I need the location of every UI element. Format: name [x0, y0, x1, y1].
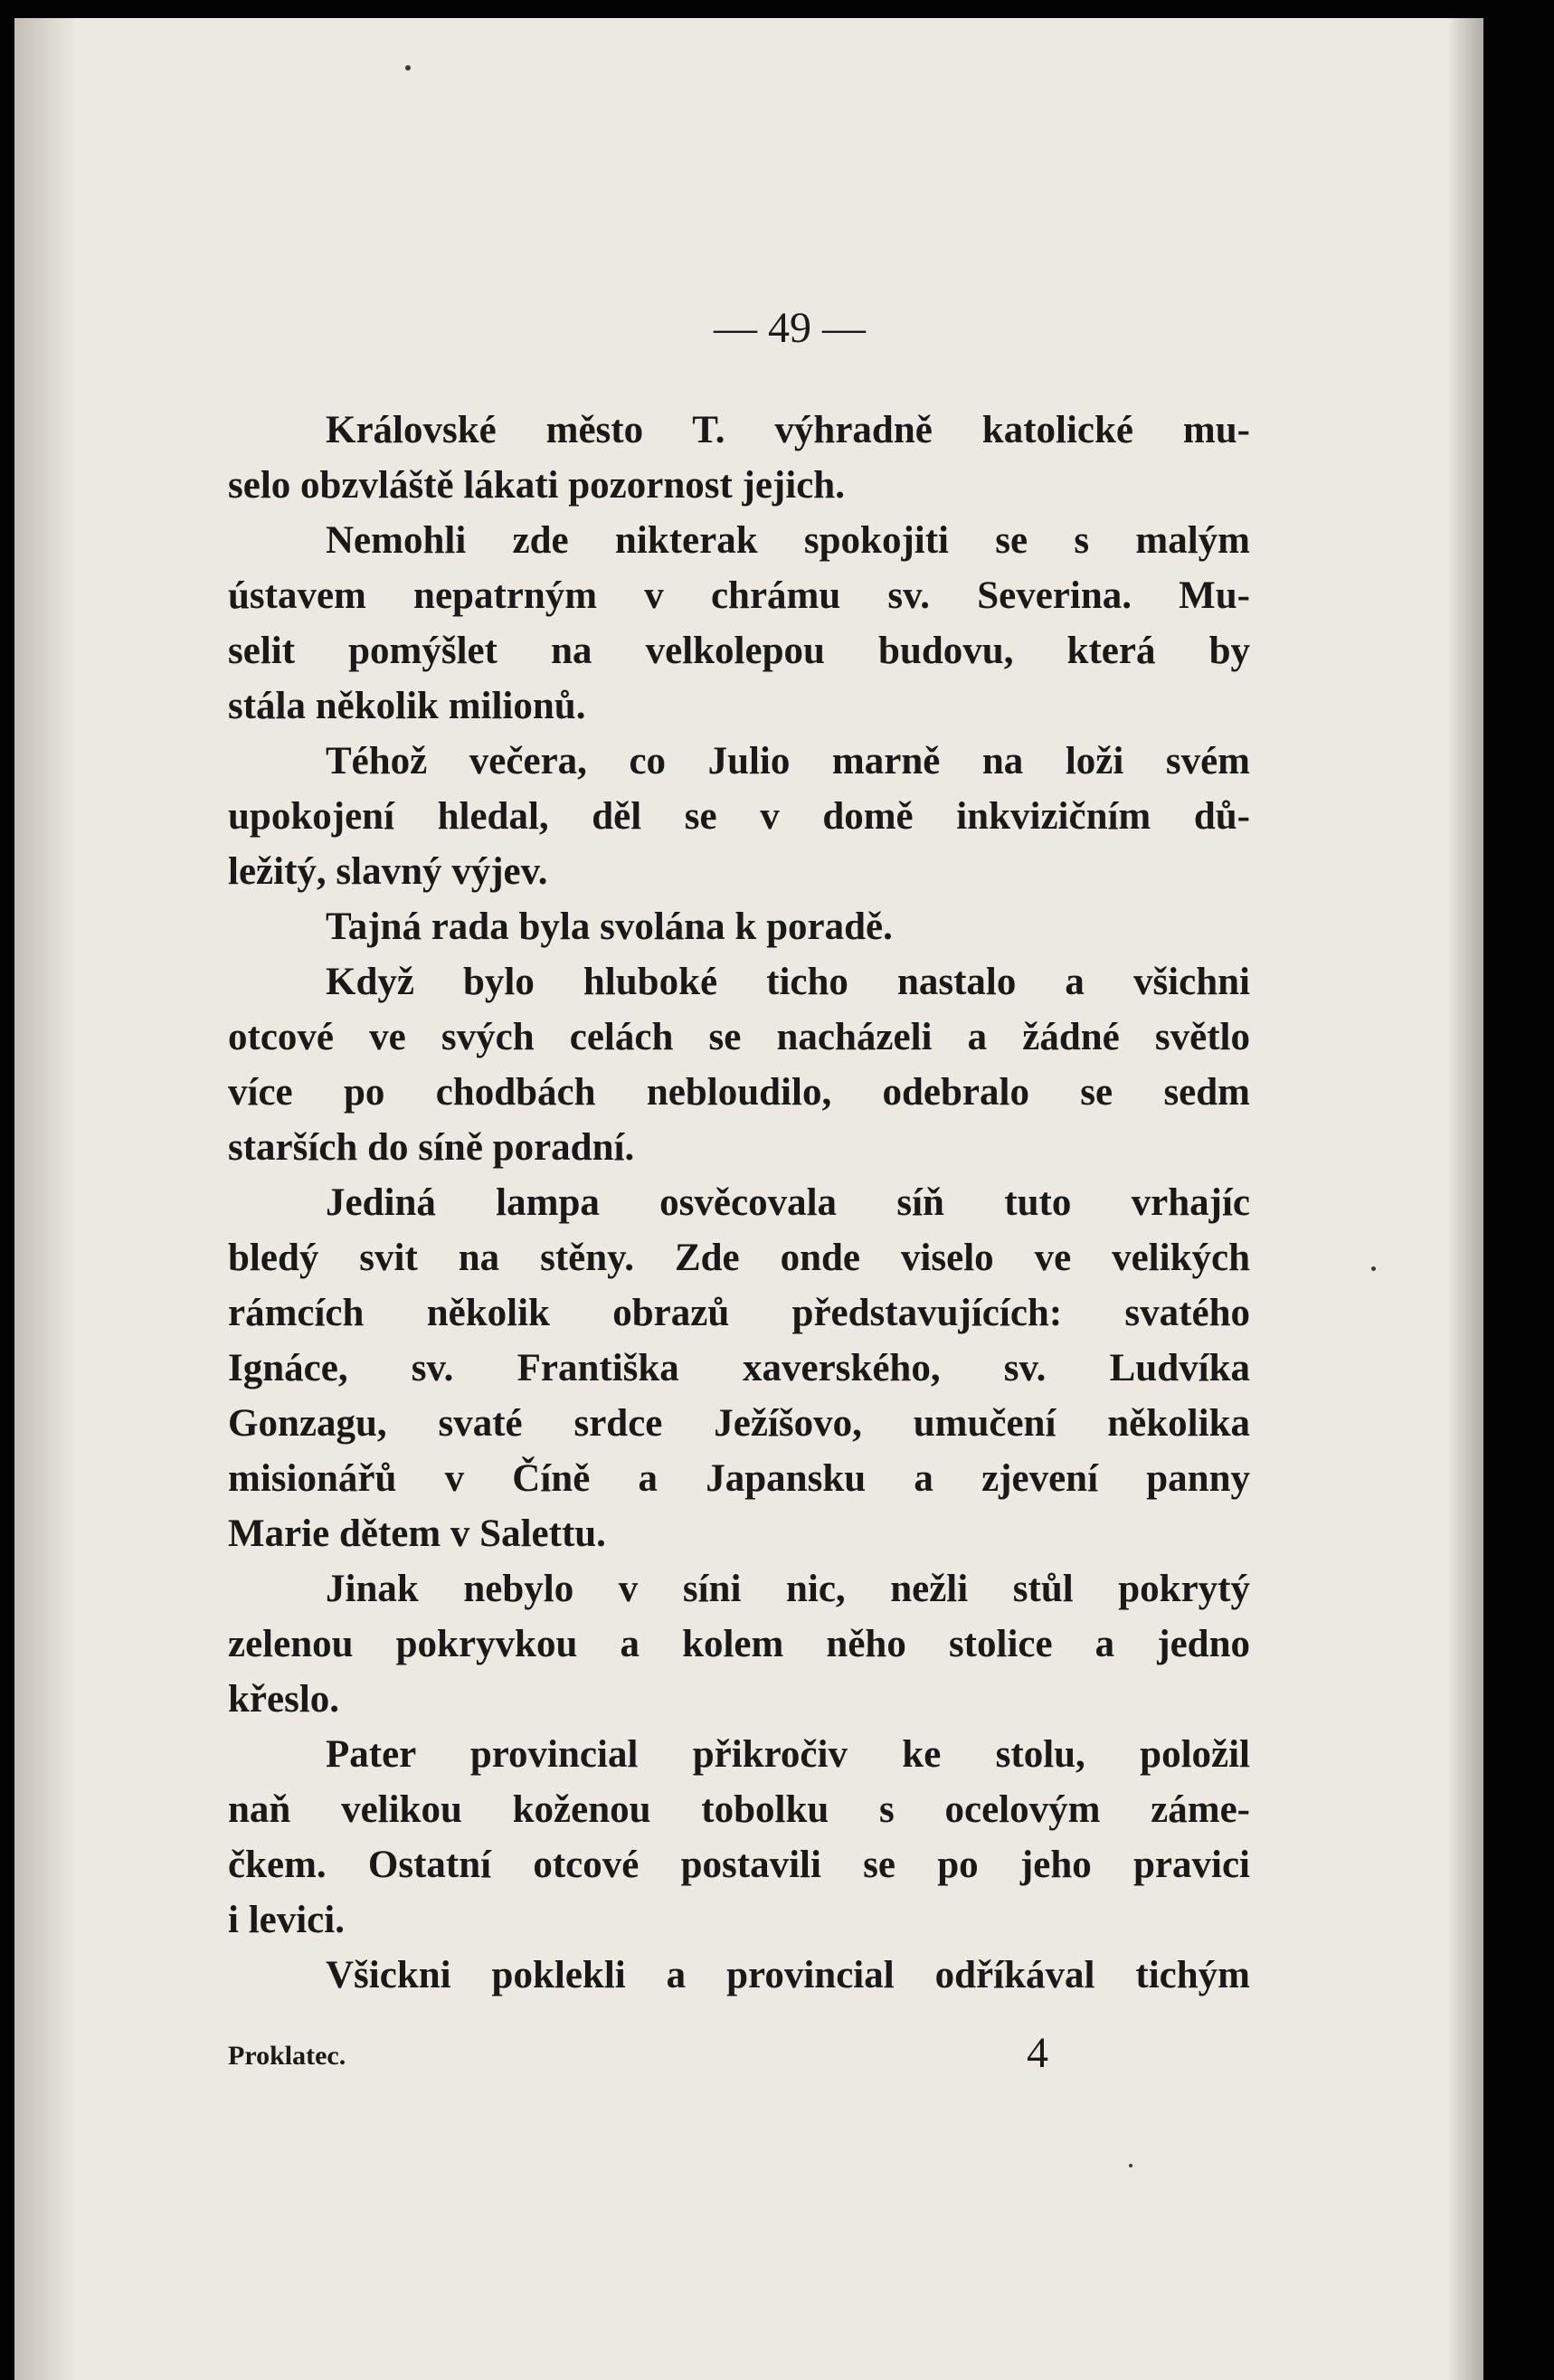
- text-line: čkem. Ostatní otcové postavili se po jeho pravici: [228, 1844, 1250, 1886]
- text-line: rámcích několik obrazů představujících: svatého: [228, 1292, 1250, 1334]
- text-line: více po chodbách nebloudilo, odebralo se sedm: [228, 1071, 1250, 1114]
- paper-speck: [1129, 2164, 1132, 2167]
- text-line: Téhož večera, co Julio marně na loži svém: [326, 740, 1250, 782]
- page-number: — 49 —: [714, 304, 866, 352]
- text-line: Královské město T. výhradně katolické mu-: [326, 409, 1250, 451]
- text-line: starších do síně poradní.: [228, 1126, 635, 1169]
- text-line: Nemohli zde nikterak spokojiti se s malým: [326, 519, 1250, 562]
- text-line: Tajná rada byla svolána k poradě.: [326, 906, 893, 948]
- text-line: ležitý, slavný výjev.: [228, 850, 548, 893]
- text-line: křeslo.: [228, 1678, 340, 1721]
- text-line: Ignáce, sv. Františka xaverského, sv. Ludvíka: [228, 1347, 1250, 1389]
- text-line: Gonzagu, svaté srdce Ježíšovo, umučení několika: [228, 1402, 1250, 1445]
- text-line: selo obzvláště lákati pozornost jejich.: [228, 464, 845, 507]
- text-line: Pater provincial přikročiv ke stolu, položil: [326, 1733, 1250, 1776]
- text-line: Marie dětem v Salettu.: [228, 1512, 606, 1555]
- text-line: Všickni poklekli a provincial odříkával tichým: [326, 1954, 1250, 1996]
- text-line: Jediná lampa osvěcovala síň tuto vrhajíc: [326, 1181, 1250, 1224]
- text-line: otcové ve svých celách se nacházeli a žádné světlo: [228, 1016, 1250, 1058]
- paper-speck: [405, 65, 411, 71]
- text-line: i levici.: [228, 1899, 345, 1941]
- text-line: Když bylo hluboké ticho nastalo a všichni: [326, 961, 1250, 1003]
- text-line: bledý svit na stěny. Zde onde viselo ve velikých: [228, 1237, 1250, 1279]
- text-line: naň velikou koženou tobolku s ocelovým zámе-: [228, 1788, 1250, 1831]
- signature-mark: Proklatec.: [228, 2041, 346, 2071]
- text-line: ústavem nepatrným v chrámu sv. Severina. Mu-: [228, 574, 1250, 617]
- paper-speck: [1371, 1266, 1376, 1271]
- text-line: selit pomýšlet na velkolepou budovu, která by: [228, 630, 1250, 672]
- signature-number: 4: [1027, 2029, 1048, 2077]
- body-text: [228, 403, 1250, 2003]
- text-line: upokojení hledal, děl se v domě inkvizičním dů-: [228, 795, 1250, 838]
- text-line: stála několik milionů.: [228, 685, 586, 727]
- text-line: Jinak nebylo v síni nic, nežli stůl pokrytý: [326, 1568, 1250, 1610]
- text-line: zelenou pokryvkou a kolem něho stolice a jedno: [228, 1623, 1250, 1665]
- book-page: [14, 18, 1483, 2380]
- text-line: misionářů v Číně a Japansku a zjevení panny: [228, 1457, 1250, 1500]
